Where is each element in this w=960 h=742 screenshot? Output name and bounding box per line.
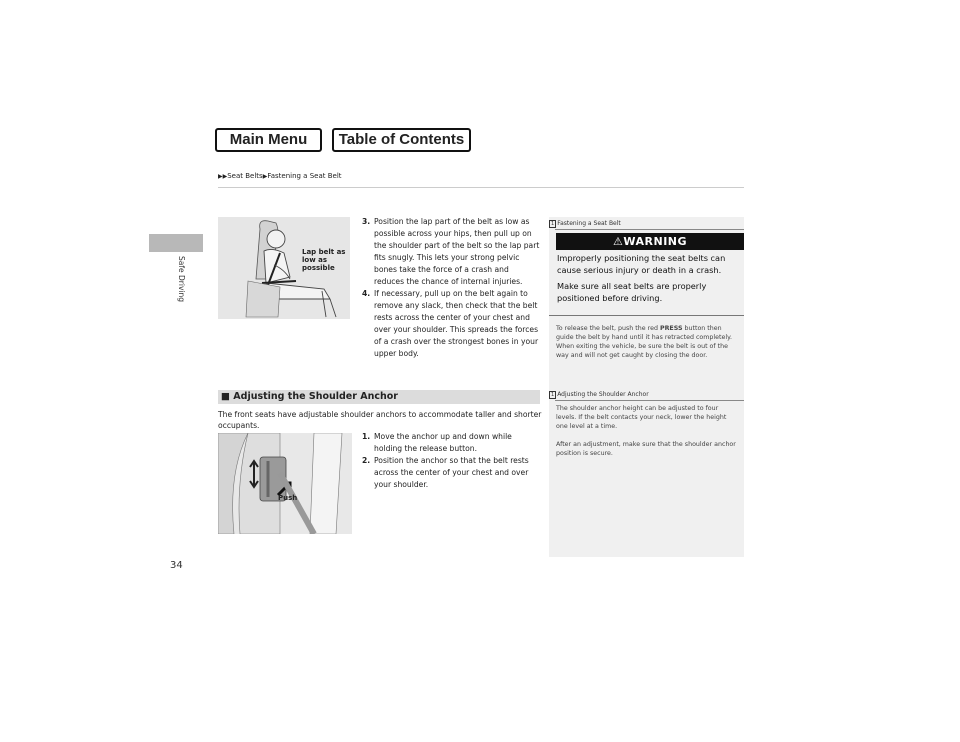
warning-banner — [556, 233, 744, 250]
warning-icon: ⚠ — [612, 235, 624, 248]
breadcrumb-section[interactable]: Seat Belts — [227, 172, 263, 180]
sidebar-heading-anchor — [549, 391, 649, 398]
note-marker-icon: 1 — [551, 392, 555, 398]
sidebar-title: Adjusting the Shoulder Anchor — [557, 391, 649, 398]
sidebar-title: Fastening a Seat Belt — [557, 220, 621, 227]
breadcrumb-arrow-icon: ▶ — [262, 173, 268, 180]
shoulder-anchor-illustration — [218, 433, 352, 534]
breadcrumb — [218, 172, 342, 180]
section-heading — [218, 390, 540, 404]
step-number: 3. — [362, 217, 371, 226]
step-item — [362, 288, 540, 360]
step-item — [362, 216, 540, 288]
section-title: Adjusting the Shoulder Anchor — [233, 391, 398, 402]
press-button-label: PRESS — [659, 325, 683, 332]
warning-label: WARNING — [623, 235, 688, 248]
release-note — [556, 324, 740, 369]
section-square-icon: ■ — [221, 391, 230, 402]
note-marker-icon: 1 — [551, 221, 555, 227]
warning-body — [557, 253, 742, 309]
breadcrumb-arrow-icon: ▶▶ — [218, 173, 228, 180]
anchor-note-text: The shoulder anchor height can be adjusted to four levels. If the belt contacts your neck, lower the height one level at a time. — [556, 405, 727, 430]
step-text: Position the anchor so that the belt rests across the center of your chest and over your shoulder. — [374, 456, 529, 489]
page-number: 34 — [170, 560, 183, 571]
push-callout: Push — [278, 494, 298, 502]
anchor-pillar-drawing — [218, 433, 352, 534]
section-intro: The front seats have adjustable shoulder anchors to accommodate taller and shorter occupants. — [218, 410, 542, 430]
warning-bottom-rule — [549, 315, 744, 316]
step-text: Position the lap part of the belt as low as possible across your hips, then pull up on the shoulder part of the belt so the lap part fits snugly. This lets your strong pelvic bones take the force of a crash and reduces the chance of internal injuries. — [374, 217, 540, 286]
step-number: 2. — [362, 456, 371, 465]
lap-belt-callout: Lap belt as low as possible — [302, 248, 346, 272]
breadcrumb-page: Fastening a Seat Belt — [267, 172, 342, 180]
warning-text: Improperly positioning the seat belts can cause serious injury or death in a crash. — [557, 253, 726, 275]
release-instructions: To release the belt, push the red PRESS button then guide the belt by hand until it has retracted completely. — [556, 325, 732, 341]
step-item — [362, 455, 540, 491]
anchor-note-text: After an adjustment, make sure that the shoulder anchor position is secure. — [556, 441, 736, 457]
step-text: Move the anchor up and down while holding the release button. — [374, 432, 512, 453]
table-of-contents-button[interactable]: Table of Contents — [332, 128, 471, 152]
step-number: 4. — [362, 289, 371, 298]
warning-text: Make sure all seat belts are properly positioned before driving. — [557, 281, 707, 303]
sidebar-heading-fasten — [549, 220, 621, 227]
anchor-note — [556, 404, 740, 467]
side-tab-marker — [149, 234, 203, 252]
anchor-steps — [362, 431, 540, 491]
step-text: If necessary, pull up on the belt again to remove any slack, then check that the belt rests across the center of your chest and over your shoulder. This spreads the forces of a crash over the strongest bones in your upper body. — [374, 289, 539, 358]
main-menu-button[interactable]: Main Menu — [215, 128, 322, 152]
sidebar-divider — [555, 229, 744, 230]
side-tab-label: Safe Driving — [177, 256, 186, 302]
step-item — [362, 431, 540, 455]
sidebar-divider — [555, 400, 744, 401]
step-number: 1. — [362, 432, 371, 441]
lap-belt-illustration — [218, 217, 350, 319]
exit-instructions: When exiting the vehicle, be sure the belt is out of the way and will not get caught by closing the door. — [556, 343, 728, 359]
header-divider — [218, 187, 744, 188]
fastening-steps — [362, 216, 540, 360]
